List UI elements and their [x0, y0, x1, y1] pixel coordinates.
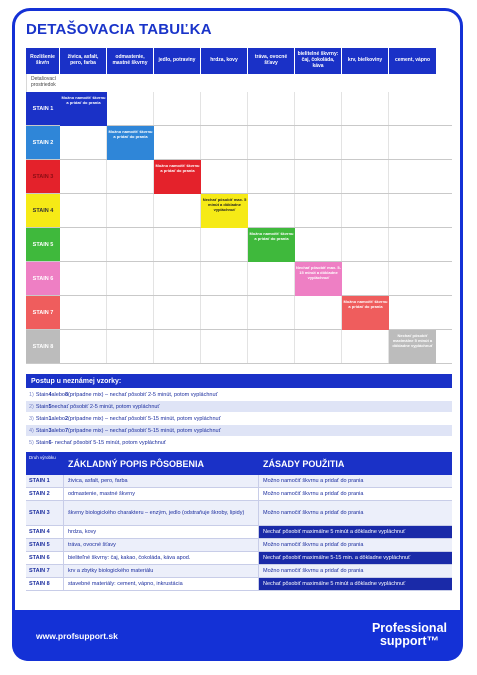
table-stain: STAIN 8: [29, 581, 50, 587]
table-popis: stavebné materiály: cement, vápno, inkrustácia: [63, 578, 258, 590]
postup-step: [26, 389, 452, 401]
page-title: DETAŠOVACIA TABUĽKA: [26, 21, 212, 38]
postup-step: [26, 437, 452, 449]
detasovanie-label: Detašovací prostriedok: [26, 74, 60, 92]
matrix-cell: [295, 160, 342, 193]
stain-matrix: [26, 48, 452, 364]
stain-label: STAIN 4: [26, 194, 60, 227]
table-zasady: Možno namočiť škvrnu a pridať do prania: [258, 539, 452, 551]
matrix-cell: [248, 126, 295, 159]
description-table: [26, 452, 452, 591]
table-stain: STAIN 1: [29, 478, 50, 484]
postup-step-post: (prípadne mix) – nechať pôsobiť 5-15 minút, potom vypláchnuť: [68, 415, 221, 422]
matrix-header-cell: bielitelné škvrny: čaj, čokoláda, káva: [295, 48, 342, 74]
table-stain: STAIN 5: [29, 542, 50, 548]
postup-step-pre: Stain: [35, 439, 49, 446]
matrix-cell: [342, 126, 389, 159]
matrix-header-cell: cement, vápno: [389, 48, 436, 74]
druh-header: Druh výrobku: [29, 455, 56, 460]
postup-step-pre: Stain: [35, 427, 49, 434]
table-popis: škvrny biologického charakteru – enzým, jedlo (odstraňuje škroby, lipidy): [63, 501, 258, 525]
matrix-row: [26, 262, 452, 296]
table-row: [26, 475, 452, 488]
matrix-cell: [201, 194, 248, 227]
description-table-header: [26, 452, 452, 475]
usage-note: Možno namočiť škvrnu a pridať do prania: [60, 92, 107, 126]
matrix-cell: [389, 262, 436, 295]
postup-step-b2: 8: [64, 391, 69, 398]
matrix-header-cell: odmastenie, mastné škvrny: [107, 48, 154, 74]
matrix-cell: [107, 228, 154, 261]
postup-step-post: (prípadne mix) – nechať pôsobiť 2-5 minút, potom vypláchnuť: [68, 391, 218, 398]
matrix-cell: [389, 228, 436, 261]
usage-note: Nechať pôsobiť max. 5-15 minút a dôkladne vypláchnuť: [295, 262, 342, 296]
matrix-cell: [295, 126, 342, 159]
postup-step-mid: nechať pôsobiť 2-5 minút, potom vypláchnuť: [51, 403, 160, 410]
matrix-cell: [248, 194, 295, 227]
matrix-cell: [154, 194, 201, 227]
matrix-cell: [201, 330, 248, 363]
matrix-row: [26, 92, 452, 126]
matrix-cell: [389, 160, 436, 193]
brand-line-1: Professional: [371, 621, 447, 635]
table-row: [26, 565, 452, 578]
stain-label: STAIN 2: [26, 126, 60, 159]
usage-note: Nechať pôsobiť max. 5 minút a dôkladne vypláchnuť: [201, 194, 248, 228]
postup-step-num: 3): [29, 415, 34, 422]
table-row: [26, 552, 452, 565]
popis-header: ZÁKLADNÝ POPIS PÔSOBENIA: [68, 458, 205, 469]
matrix-header-cell: krv, bielkoviny: [342, 48, 389, 74]
matrix-cell: [107, 296, 154, 329]
postup-step: [26, 413, 452, 425]
website-link[interactable]: www.profsupport.sk: [36, 631, 118, 641]
matrix-cell: [342, 194, 389, 227]
postup-step-mid: alebo: [51, 391, 65, 398]
matrix-cell: [342, 160, 389, 193]
matrix-cell: [248, 92, 295, 125]
matrix-cell: [60, 92, 107, 125]
matrix-cell: [389, 296, 436, 329]
table-zasady: Možno namočiť škvrnu a pridať do prania: [258, 501, 452, 525]
postup-step-b1: 6: [48, 439, 52, 446]
usage-note: Možno namočiť škvrnu a pridať do prania: [342, 296, 389, 330]
matrix-cell: [201, 126, 248, 159]
matrix-cell: [60, 126, 107, 159]
postup-step-num: 5): [29, 439, 34, 446]
usage-note: Možno namočiť škvrnu a pridať do prania: [248, 228, 295, 262]
stain-label: STAIN 3: [26, 160, 60, 193]
matrix-cell: [201, 160, 248, 193]
matrix-cell: [154, 126, 201, 159]
postup-step-mid: - nechať pôsobiť 5-15 minút, potom vypláchnuť: [51, 439, 166, 446]
matrix-cell: [295, 228, 342, 261]
matrix-cell: [107, 160, 154, 193]
usage-note: Možno namočiť škvrnu a pridať do prania: [154, 160, 201, 194]
table-zasady: Nechať pôsobiť maximálne 5 minút a dôkladne vypláchnuť: [258, 578, 452, 590]
matrix-cell: [248, 262, 295, 295]
table-zasady: Možno namočiť škvrnu a pridať do prania: [258, 475, 452, 487]
matrix-cell: [248, 160, 295, 193]
matrix-header-row: [26, 48, 452, 74]
matrix-cell: [295, 330, 342, 363]
matrix-header-cell: Rozlíšenie škvŕn: [26, 48, 60, 74]
table-popis: odmastenie, mastné škvrny: [63, 488, 258, 500]
matrix-cell: [60, 194, 107, 227]
postup-heading: Postup u neznámej vzorky:: [26, 374, 452, 388]
table-popis: bieliteľné škvrny: čaj, kakao, čokoláda, káva apod.: [63, 552, 258, 564]
postup-step-b2: 2: [64, 415, 69, 422]
table-row: [26, 578, 452, 591]
usage-note: Možno namočiť škvrnu a pridať do prania: [107, 126, 154, 160]
table-stain: STAIN 7: [29, 568, 50, 574]
postup-step-b1: 1: [48, 415, 52, 422]
matrix-row: [26, 194, 452, 228]
matrix-header-cell: jedlo, potraviny: [154, 48, 201, 74]
table-row: [26, 526, 452, 539]
matrix-cell: [201, 92, 248, 125]
matrix-rows: [26, 92, 452, 364]
stain-label: STAIN 6: [26, 262, 60, 295]
matrix-header-cell: hrdza, kovy: [201, 48, 248, 74]
table-row: [26, 539, 452, 552]
matrix-row: [26, 296, 452, 330]
table-zasady: Možno namočiť škvrnu a pridať do prania: [258, 488, 452, 500]
zasady-header: ZÁSADY POUŽITIA: [263, 458, 345, 469]
usage-note: Nechať pôsobiť maximálne 5 minút a dôkladne vypláchnuť: [389, 330, 436, 364]
matrix-cell: [295, 262, 342, 295]
matrix-header-cell: živica, asfalt, pero, farba: [60, 48, 107, 74]
brand-line-2: support™: [379, 633, 439, 648]
matrix-row: [26, 330, 452, 364]
matrix-cell: [60, 330, 107, 363]
table-popis: tráva, ovocné šťavy: [63, 539, 258, 551]
matrix-cell: [248, 296, 295, 329]
stain-label: STAIN 7: [26, 296, 60, 329]
postup-step-b2: 7: [64, 427, 69, 434]
postup-step-pre: Stain: [35, 415, 49, 422]
postup-step-mid: alebo: [51, 415, 65, 422]
matrix-cell: [107, 262, 154, 295]
matrix-cell: [248, 228, 295, 261]
table-zasady: Možno namočiť škvrnu a pridať do prania: [258, 565, 452, 577]
matrix-cell: [107, 330, 154, 363]
matrix-cell: [295, 92, 342, 125]
postup-step-b1: 3: [48, 427, 52, 434]
matrix-cell: [60, 262, 107, 295]
table-zasady: Nechať pôsobiť maximálne 5 minút a dôkladne vypláchnuť: [258, 526, 452, 538]
matrix-cell: [342, 262, 389, 295]
postup-step-pre: Stain: [35, 403, 49, 410]
postup-step-mid: alebo: [51, 427, 65, 434]
matrix-cell: [107, 126, 154, 159]
matrix-cell: [342, 228, 389, 261]
matrix-cell: [107, 92, 154, 125]
matrix-cell: [60, 228, 107, 261]
matrix-cell: [295, 194, 342, 227]
stain-label: STAIN 1: [26, 92, 60, 125]
matrix-cell: [60, 296, 107, 329]
postup-step-b1: 4: [48, 391, 52, 398]
matrix-cell: [342, 92, 389, 125]
matrix-cell: [201, 228, 248, 261]
matrix-row: [26, 228, 452, 262]
postup-step-num: 1): [29, 391, 34, 398]
table-stain: STAIN 3: [29, 510, 50, 516]
matrix-cell: [154, 160, 201, 193]
table-stain: STAIN 6: [29, 555, 50, 561]
matrix-cell: [201, 262, 248, 295]
matrix-row: [26, 126, 452, 160]
matrix-cell: [389, 194, 436, 227]
postup-step-b1: 5: [48, 403, 52, 410]
postup-step-num: 2): [29, 403, 34, 410]
postup-step: [26, 425, 452, 437]
postup-step-post: (prípadne mix) – nechať pôsobiť 5-15 minút, potom vypláchnuť: [68, 427, 221, 434]
matrix-cell: [342, 330, 389, 363]
matrix-cell: [154, 296, 201, 329]
matrix-cell: [389, 92, 436, 125]
matrix-cell: [248, 330, 295, 363]
matrix-cell: [295, 296, 342, 329]
matrix-cell: [389, 126, 436, 159]
table-row: [26, 501, 452, 526]
matrix-cell: [154, 262, 201, 295]
stain-label: STAIN 5: [26, 228, 60, 261]
matrix-cell: [389, 330, 436, 363]
matrix-cell: [60, 160, 107, 193]
table-stain: STAIN 4: [29, 529, 50, 535]
postup-step-num: 4): [29, 427, 34, 434]
table-row: [26, 488, 452, 501]
matrix-row: [26, 160, 452, 194]
matrix-cell: [154, 330, 201, 363]
matrix-cell: [154, 92, 201, 125]
table-popis: krv a zbytky biologického materiálu: [63, 565, 258, 577]
matrix-cell: [342, 296, 389, 329]
description-rows: [26, 475, 452, 591]
matrix-cell: [107, 194, 154, 227]
matrix-cell: [201, 296, 248, 329]
table-popis: hrdza, kovy: [63, 526, 258, 538]
postup-list: [26, 389, 452, 449]
stain-label: STAIN 8: [26, 330, 60, 363]
postup-step-pre: Stain: [35, 391, 49, 398]
table-stain: STAIN 2: [29, 491, 50, 497]
table-popis: živica, asfalt, pero, farba: [63, 475, 258, 487]
matrix-cell: [154, 228, 201, 261]
table-zasady: Nechať pôsobiť maximálne 5-15 min. a dôkladne vypláchnuť: [258, 552, 452, 564]
brand-logo: [372, 622, 447, 647]
postup-step: [26, 401, 452, 413]
matrix-header-cell: tráva, ovocné šťavy: [248, 48, 295, 74]
